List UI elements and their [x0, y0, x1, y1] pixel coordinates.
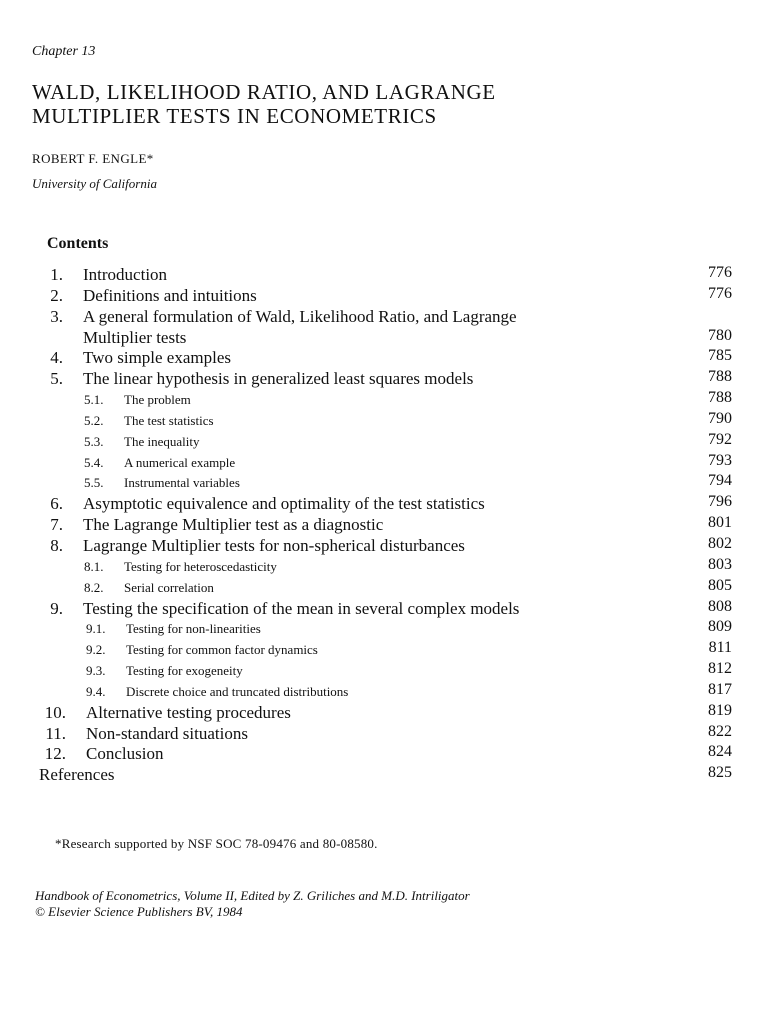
toc-entry-3	[0, 305, 768, 347]
toc-entry-number: 8.1.	[84, 558, 104, 574]
toc-entry-number: 8.2.	[84, 579, 104, 595]
toc-entry-number: 7.	[50, 515, 63, 535]
toc-entry-title: Asymptotic equivalence and optimality of the test statistics	[83, 494, 485, 514]
toc-entry-page: 785	[708, 347, 732, 365]
toc-entry-number: 6.	[50, 494, 63, 514]
toc-entry-number: 5.1.	[84, 392, 104, 408]
toc-entry-number: 5.2.	[84, 412, 104, 428]
toc-entry-page: 801	[708, 514, 732, 532]
toc-entry-number: 9.4.	[86, 683, 106, 699]
toc-entry-page: 811	[708, 639, 732, 657]
publication-footer-line-2: © Elsevier Science Publishers BV, 1984	[35, 904, 243, 919]
toc-entry-title: Definitions and intuitions	[83, 285, 257, 305]
toc-entry-number: 4.	[50, 348, 63, 368]
toc-entry-title: Lagrange Multiplier tests for non-spherical disturbances	[83, 535, 465, 555]
footnote: *Research supported by NSF SOC 78-09476 and 80-08580.	[55, 836, 378, 851]
toc-subentry-8-1	[0, 555, 768, 576]
toc-entry-title: Non-standard situations	[86, 723, 248, 743]
toc-entry-title	[83, 307, 517, 349]
toc-entry-number: 9.2.	[86, 642, 106, 658]
toc-entry-title-line-2: Multiplier tests	[83, 327, 187, 347]
toc-entry-page: 788	[708, 368, 732, 386]
toc-entry-number: 9.1.	[86, 621, 106, 637]
toc-entry-title: Testing for common factor dynamics	[126, 642, 318, 658]
toc-subentry-5-3	[0, 430, 768, 451]
toc-entry-title: References	[39, 765, 115, 785]
toc-entry-number: 5.5.	[84, 475, 104, 491]
toc-entry-title: Testing the specification of the mean in several complex models	[83, 598, 520, 618]
toc-entry-page: 817	[708, 680, 732, 698]
publication-footer-line-1: Handbook of Econometrics, Volume II, Edited by Z. Griliches and M.D. Intriligator	[35, 888, 470, 903]
toc-entry-title: The test statistics	[124, 412, 214, 428]
toc-subentry-9-3	[0, 659, 768, 680]
toc-entry-number: 3.	[50, 306, 63, 326]
toc-subentry-9-1	[0, 617, 768, 638]
toc-entry-2	[0, 284, 768, 305]
toc-entry-12	[0, 742, 768, 763]
toc-entry-number: 1.	[50, 265, 63, 284]
toc-entry-10	[0, 701, 768, 722]
toc-entry-title: The linear hypothesis in generalized least squares models	[83, 369, 474, 389]
chapter-label: Chapter 13	[32, 44, 96, 59]
toc-entry-page: 793	[708, 451, 732, 469]
toc-entry-page: 802	[708, 534, 732, 552]
toc-entry-title: Instrumental variables	[124, 475, 240, 491]
toc-entry-7	[0, 513, 768, 534]
toc-entry-page: 819	[708, 701, 732, 719]
toc-entry-page: 805	[708, 576, 732, 594]
toc-subentry-5-4	[0, 451, 768, 472]
toc-subentry-8-2	[0, 576, 768, 597]
toc-entry-title: Testing for non-linearities	[126, 621, 261, 637]
toc-entry-page: 790	[708, 409, 732, 427]
toc-entry-11	[0, 722, 768, 743]
toc-entry-9	[0, 597, 768, 618]
contents-heading: Contents	[47, 235, 109, 252]
toc-entry-title: The Lagrange Multiplier test as a diagnostic	[83, 515, 384, 535]
toc-entry-title: Discrete choice and truncated distributions	[126, 683, 349, 699]
author-name: ROBERT F. ENGLE*	[32, 151, 154, 166]
toc-entry-page: 776	[708, 284, 732, 302]
toc-entry-title: A numerical example	[124, 454, 236, 470]
toc-entry-page: 776	[708, 264, 732, 281]
table-of-contents	[0, 263, 768, 784]
toc-subentry-5-2	[0, 409, 768, 430]
chapter-title-line-1: WALD, LIKELIHOOD RATIO, AND LAGRANGE	[32, 80, 496, 104]
toc-entry-title: Serial correlation	[124, 579, 214, 595]
author-affiliation: University of California	[32, 176, 157, 191]
toc-entry-page: 822	[708, 722, 732, 740]
toc-entry-number: 8.	[50, 535, 63, 555]
chapter-title	[32, 80, 732, 128]
toc-entry-page: 812	[708, 660, 732, 678]
toc-entry-title: The problem	[124, 392, 191, 408]
toc-entry-page: 825	[708, 764, 732, 782]
toc-entry-number: 9.3.	[86, 663, 106, 679]
toc-entry-page: 803	[708, 555, 732, 573]
toc-entry-page: 808	[708, 597, 732, 615]
toc-entry-references	[0, 763, 768, 784]
toc-entry-title: Alternative testing procedures	[86, 702, 291, 722]
toc-entry-number: 9.	[50, 598, 63, 618]
toc-entry-8	[0, 534, 768, 555]
toc-entry-number: 5.	[50, 369, 63, 389]
toc-entry-number: 10.	[44, 702, 66, 722]
toc-entry-page: 788	[708, 389, 732, 407]
toc-entry-page: 796	[708, 493, 732, 511]
toc-entry-page: 794	[708, 472, 732, 490]
toc-entry-title: Two simple examples	[83, 348, 232, 368]
toc-entry-title: Conclusion	[86, 744, 164, 764]
toc-entry-title: Testing for exogeneity	[126, 663, 243, 679]
toc-subentry-9-4	[0, 680, 768, 701]
toc-entry-title: Testing for heteroscedasticity	[124, 558, 277, 574]
toc-entry-title: The inequality	[124, 433, 200, 449]
toc-entry-6	[0, 492, 768, 513]
toc-entry-page: 780	[708, 326, 732, 344]
chapter-title-line-2: MULTIPLIER TESTS IN ECONOMETRICS	[32, 104, 437, 128]
toc-entry-4	[0, 346, 768, 367]
toc-entry-5	[0, 367, 768, 388]
toc-entry-page: 824	[708, 743, 732, 761]
toc-entry-number: 12.	[44, 744, 66, 764]
toc-entry-number: 5.4.	[84, 454, 104, 470]
publication-footer	[35, 888, 470, 920]
toc-entry-number: 2.	[50, 285, 63, 305]
toc-entry-page: 792	[708, 430, 732, 448]
toc-subentry-5-5	[0, 471, 768, 492]
toc-entry-title-line-1: A general formulation of Wald, Likelihood Ratio, and Lagrange	[83, 306, 517, 326]
toc-entry-title: Introduction	[83, 265, 168, 284]
toc-subentry-9-2	[0, 638, 768, 659]
toc-entry-number: 5.3.	[84, 433, 104, 449]
toc-entry-page: 809	[708, 618, 732, 636]
toc-entry-number: 11.	[45, 723, 66, 743]
toc-entry-1	[0, 263, 768, 284]
toc-subentry-5-1	[0, 388, 768, 409]
